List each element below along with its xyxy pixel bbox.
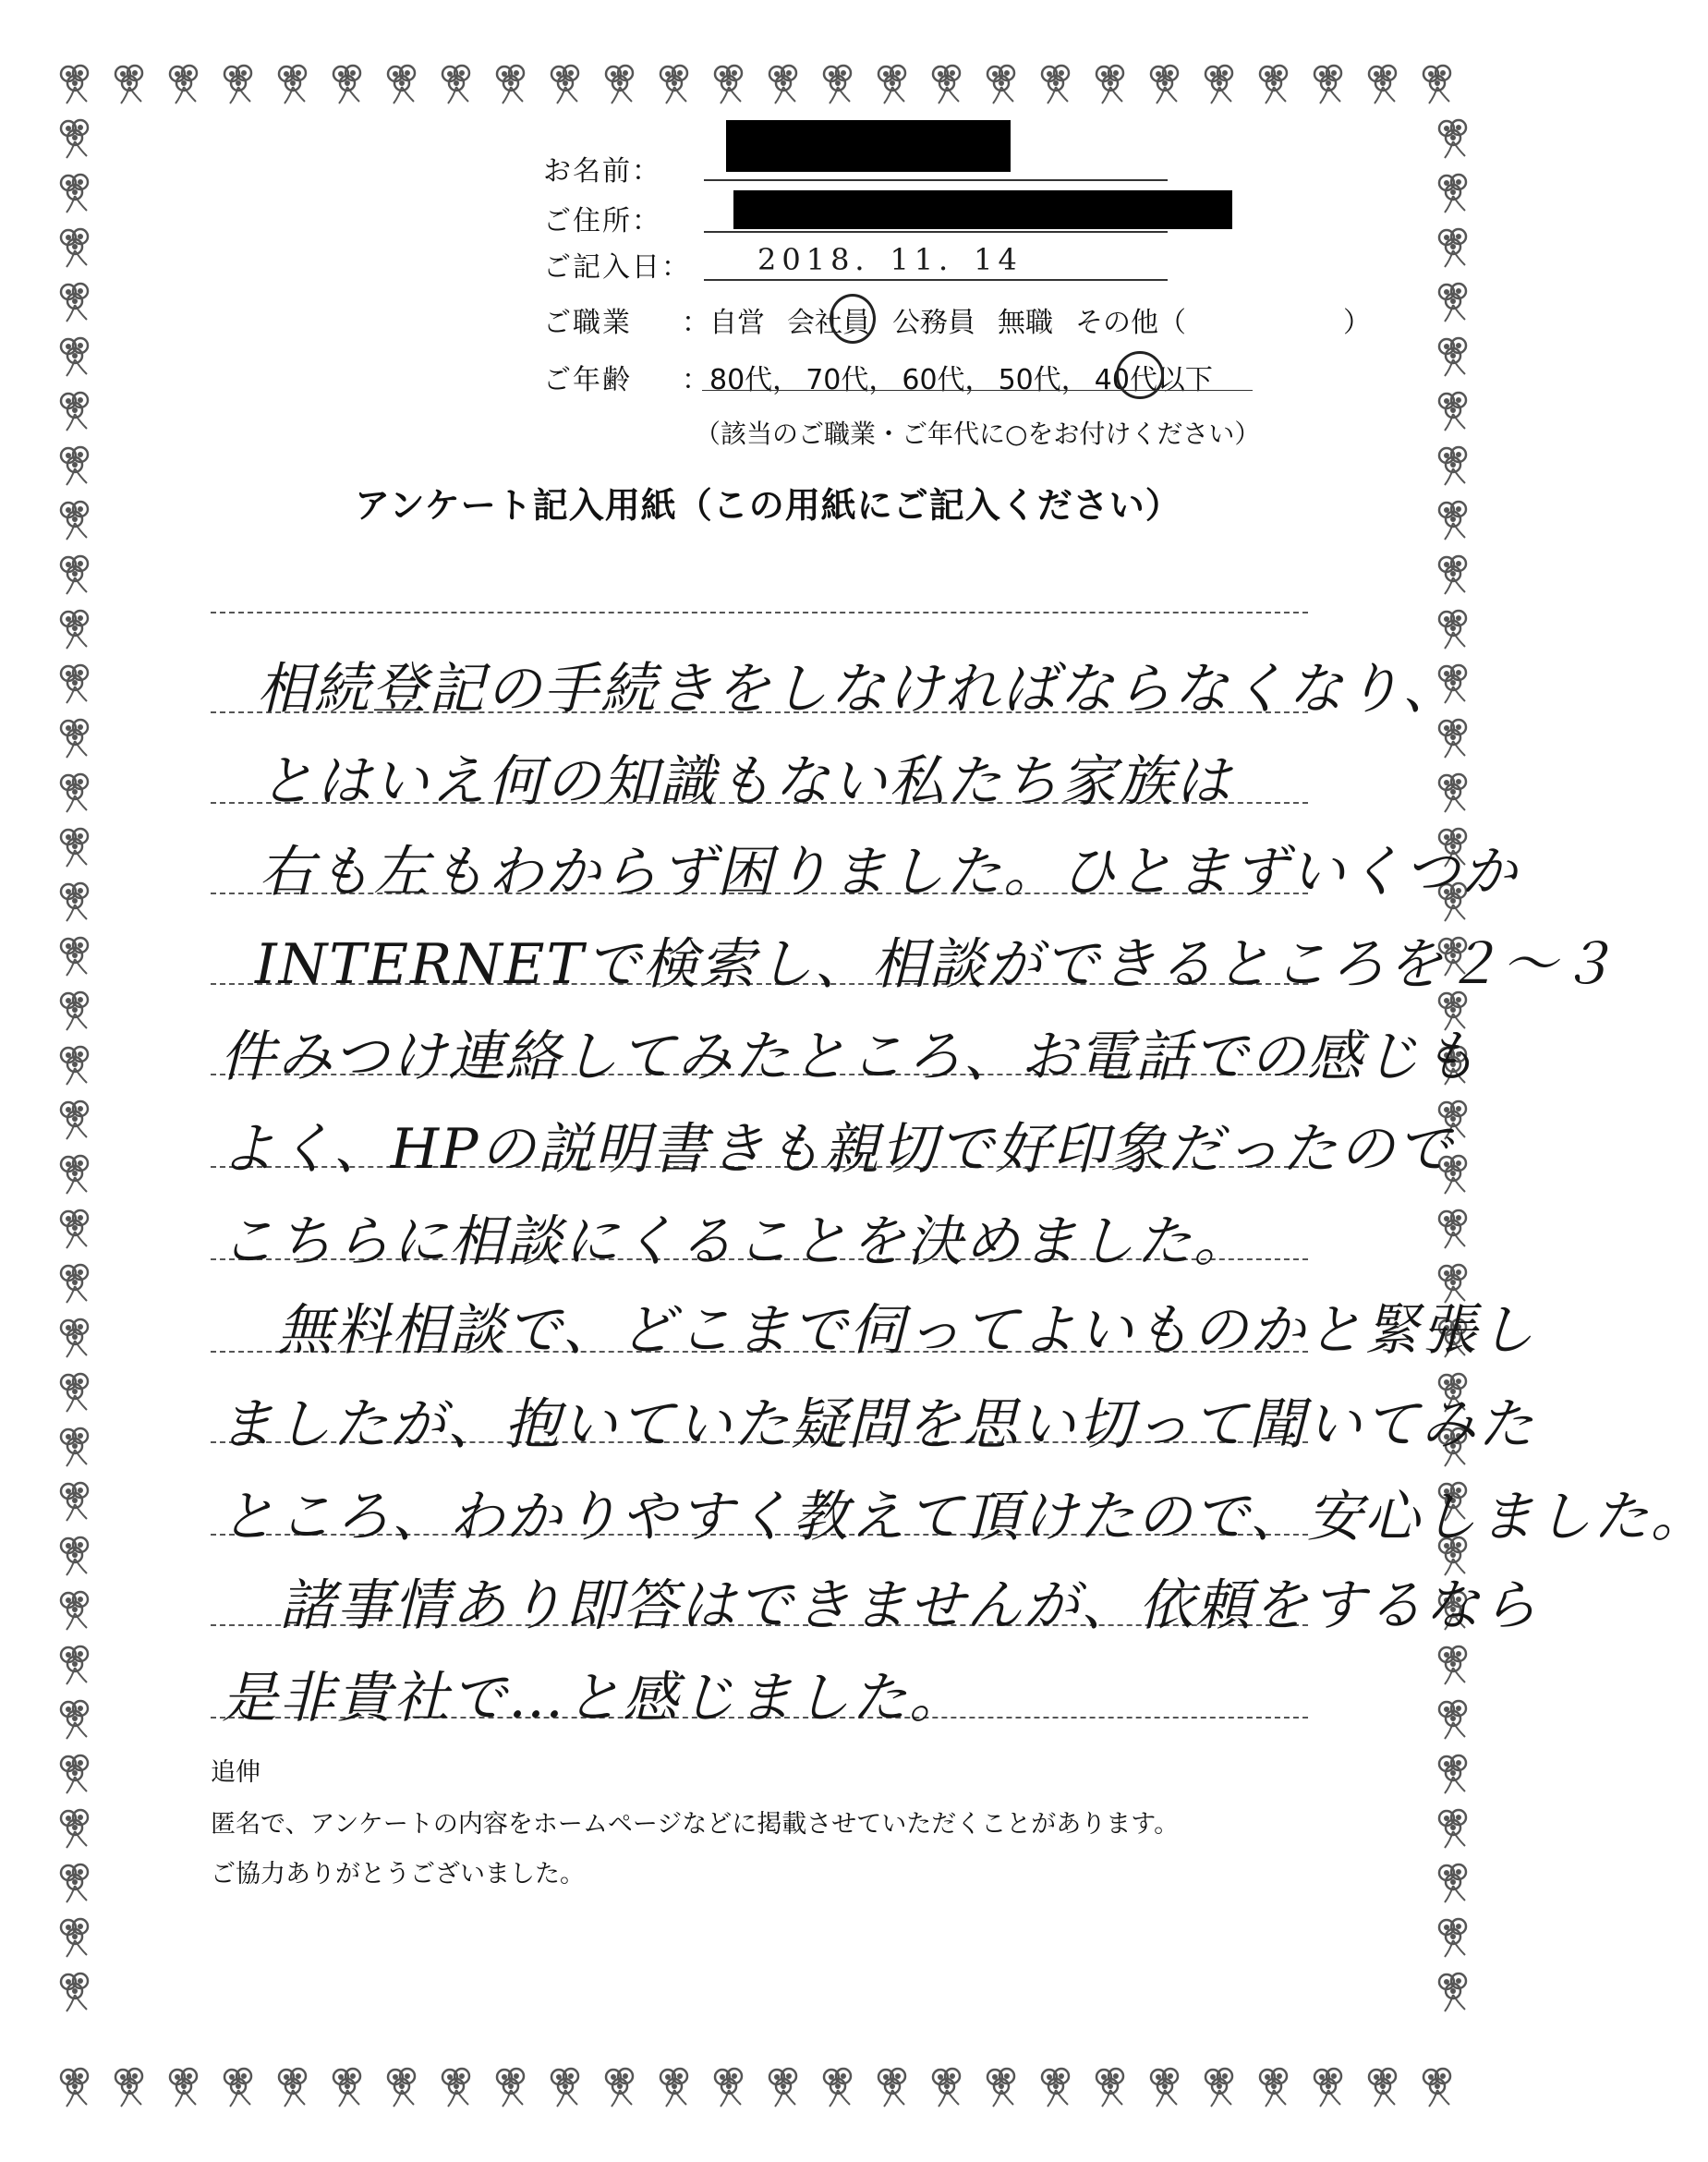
occupation-label: ご職業 xyxy=(543,307,632,339)
flower-icon xyxy=(161,2064,207,2110)
flower-icon xyxy=(706,2064,752,2110)
handwritten-line-11: 諸事情あり即答はできませんが、依頼をするなら xyxy=(222,1573,1539,1638)
flower-icon xyxy=(1251,61,1297,107)
age-option-60s: 60代， xyxy=(902,364,993,396)
handwritten-line-7: こちらに相談にくることを決めました。 xyxy=(220,1209,1251,1274)
flower-icon xyxy=(52,2064,98,2110)
handwritten-line-4: INTERNETで検索し、相談ができるところを２～３ xyxy=(255,932,1617,997)
flower-icon xyxy=(270,2064,316,2110)
flower-icon xyxy=(52,170,98,216)
flower-icon xyxy=(1414,61,1460,107)
thanks-text: ご協力ありがとうございました。 xyxy=(211,1860,585,1889)
form-title: アンケート記入用紙（この用紙にご記入ください） xyxy=(355,485,1181,526)
flower-icon xyxy=(1033,61,1079,107)
handwritten-line-9: ましたが、抱いていた疑問を思い切って聞いてみた xyxy=(218,1392,1535,1457)
flower-icon xyxy=(52,606,98,652)
occupation-option-other: その他（ xyxy=(1075,307,1186,339)
flower-icon xyxy=(52,1533,98,1579)
flower-icon xyxy=(324,61,370,107)
flower-icon xyxy=(1430,443,1476,489)
flower-icon xyxy=(52,334,98,380)
flower-icon xyxy=(924,2064,970,2110)
flower-icon xyxy=(106,61,152,107)
flower-icon xyxy=(52,661,98,707)
flower-icon xyxy=(542,2064,588,2110)
flower-icon xyxy=(651,61,697,107)
handwritten-line-1: 相続登記の手続きをしなければならなくなり、 xyxy=(257,657,1460,722)
flower-icon xyxy=(52,1969,98,2015)
age-line xyxy=(702,390,1253,391)
handwritten-line-5: 件みつけ連絡してみたところ、お電話での感じも xyxy=(220,1025,1479,1089)
flower-icon xyxy=(1430,1696,1476,1743)
occupation-option-unemployed: 無職 xyxy=(998,307,1053,339)
postscript-label: 追伸 xyxy=(211,1758,260,1787)
flower-icon xyxy=(52,1805,98,1852)
flower-icon xyxy=(760,2064,806,2110)
flower-icon xyxy=(215,61,261,107)
flower-icon xyxy=(1430,1642,1476,1688)
flower-icon xyxy=(106,2064,152,2110)
flower-icon xyxy=(1142,61,1188,107)
flower-icon xyxy=(1087,61,1133,107)
age-label: ご年齢 xyxy=(543,364,632,396)
flower-icon xyxy=(815,61,861,107)
address-label: ご住所： xyxy=(543,205,661,237)
flower-icon xyxy=(52,497,98,543)
flower-icon xyxy=(597,2064,643,2110)
flower-icon xyxy=(1430,770,1476,816)
date-line xyxy=(704,279,1168,281)
flower-icon xyxy=(978,2064,1024,2110)
flower-icon xyxy=(869,2064,915,2110)
flower-icon xyxy=(52,443,98,489)
flower-icon xyxy=(1430,279,1476,325)
flower-icon xyxy=(488,61,534,107)
flower-icon xyxy=(52,552,98,598)
flower-icon xyxy=(760,61,806,107)
date-label: ご記入日： xyxy=(543,251,691,284)
occupation-options xyxy=(682,299,1393,340)
age-selection-circle xyxy=(1116,351,1164,399)
flower-icon xyxy=(379,61,425,107)
flower-icon xyxy=(52,1696,98,1743)
flower-icon xyxy=(1430,225,1476,271)
flower-icon xyxy=(52,279,98,325)
flower-icon xyxy=(52,1478,98,1524)
flower-icon xyxy=(52,115,98,162)
flower-icon xyxy=(52,1751,98,1797)
flower-icon xyxy=(433,2064,479,2110)
ruled-line xyxy=(211,612,1308,613)
address-line xyxy=(704,231,1168,233)
handwritten-line-10: ところ、わかりやすく教えて頂けたので、安心しました。 xyxy=(220,1485,1708,1549)
flower-icon xyxy=(869,61,915,107)
flower-icon xyxy=(270,61,316,107)
flower-icon xyxy=(52,225,98,271)
flower-icon xyxy=(815,2064,861,2110)
name-label: お名前： xyxy=(543,155,661,188)
flower-icon xyxy=(52,1369,98,1415)
date-value: 2018．11．14 xyxy=(757,242,1023,277)
flower-icon xyxy=(52,1260,98,1306)
flower-icon xyxy=(52,1424,98,1470)
flower-icon xyxy=(433,61,479,107)
age-option-80s: ：80代， xyxy=(682,364,801,396)
address-redaction xyxy=(733,190,1232,229)
flower-icon xyxy=(542,61,588,107)
flower-icon xyxy=(1360,61,1406,107)
flower-icon xyxy=(215,2064,261,2110)
flower-icon xyxy=(52,824,98,870)
flower-icon xyxy=(1430,1969,1476,2015)
age-option-under: 代以下 xyxy=(1129,364,1213,396)
flower-icon xyxy=(52,388,98,434)
flower-icon xyxy=(52,988,98,1034)
flower-icon xyxy=(1305,2064,1351,2110)
flower-icon xyxy=(52,715,98,761)
flower-icon xyxy=(1430,497,1476,543)
flower-icon xyxy=(597,61,643,107)
flower-icon xyxy=(1430,1206,1476,1252)
occupation-option-company-employee: 会社員 xyxy=(787,307,870,339)
flower-icon xyxy=(1360,2064,1406,2110)
flower-icon xyxy=(1430,1860,1476,1906)
name-redaction xyxy=(726,120,1011,172)
flower-icon xyxy=(1430,388,1476,434)
occupation-option-self-employed: ：自営 xyxy=(682,307,765,339)
flower-icon xyxy=(924,61,970,107)
flower-icon xyxy=(1305,61,1351,107)
flower-icon xyxy=(978,61,1024,107)
flower-icon xyxy=(1430,170,1476,216)
flower-icon xyxy=(1430,115,1476,162)
flower-icon xyxy=(1196,2064,1242,2110)
flower-icon xyxy=(52,1042,98,1088)
instruction-note: （該当のご職業・ご年代に○をお付けください） xyxy=(695,419,1261,449)
flower-icon xyxy=(52,770,98,816)
flower-icon xyxy=(379,2064,425,2110)
flower-icon xyxy=(1251,2064,1297,2110)
flower-icon xyxy=(1430,1805,1476,1852)
flower-icon xyxy=(1430,1751,1476,1797)
flower-icon xyxy=(52,879,98,925)
age-option-70s: 70代， xyxy=(806,364,897,396)
occupation-selection-circle xyxy=(830,294,876,344)
flower-icon xyxy=(52,1587,98,1634)
handwritten-line-2: とはいえ何の知識もない私たち家族は xyxy=(259,749,1232,814)
flower-icon xyxy=(52,933,98,979)
flower-icon xyxy=(1430,1914,1476,1961)
flower-icon xyxy=(488,2064,534,2110)
flower-icon xyxy=(52,1642,98,1688)
name-line xyxy=(704,179,1168,181)
flower-icon xyxy=(52,61,98,107)
flower-icon xyxy=(324,2064,370,2110)
flower-icon xyxy=(52,1097,98,1143)
flower-icon xyxy=(52,1315,98,1361)
age-option-50s: 50代， xyxy=(998,364,1089,396)
handwritten-line-12: 是非貴社で…と感じました。 xyxy=(222,1666,966,1731)
flower-icon xyxy=(1033,2064,1079,2110)
flower-icon xyxy=(1414,2064,1460,2110)
occupation-option-other-close: ） xyxy=(1343,307,1371,339)
flower-icon xyxy=(52,1860,98,1906)
flower-icon xyxy=(1430,334,1476,380)
age-option-40s: 40 xyxy=(1094,364,1130,396)
handwritten-line-6: よく、HPの説明書きも親切で好印象だったので xyxy=(220,1117,1454,1182)
handwritten-line-3: 右も左もわからず困りました。ひとまずいくつか xyxy=(259,840,1519,905)
handwritten-line-8: 無料相談で、どこまで伺ってよいものかと緊張し xyxy=(220,1298,1536,1363)
occupation-option-civil-servant: 公務員 xyxy=(892,307,975,339)
postscript-text: 匿名で、アンケートの内容をホームページなどに掲載させていただくことがあります。 xyxy=(211,1810,1180,1839)
flower-icon xyxy=(1196,61,1242,107)
flower-icon xyxy=(52,1914,98,1961)
flower-icon xyxy=(1142,2064,1188,2110)
flower-icon xyxy=(706,61,752,107)
flower-icon xyxy=(1087,2064,1133,2110)
flower-icon xyxy=(52,1151,98,1197)
flower-icon xyxy=(1430,552,1476,598)
flower-icon xyxy=(161,61,207,107)
flower-icon xyxy=(52,1206,98,1252)
flower-icon xyxy=(651,2064,697,2110)
